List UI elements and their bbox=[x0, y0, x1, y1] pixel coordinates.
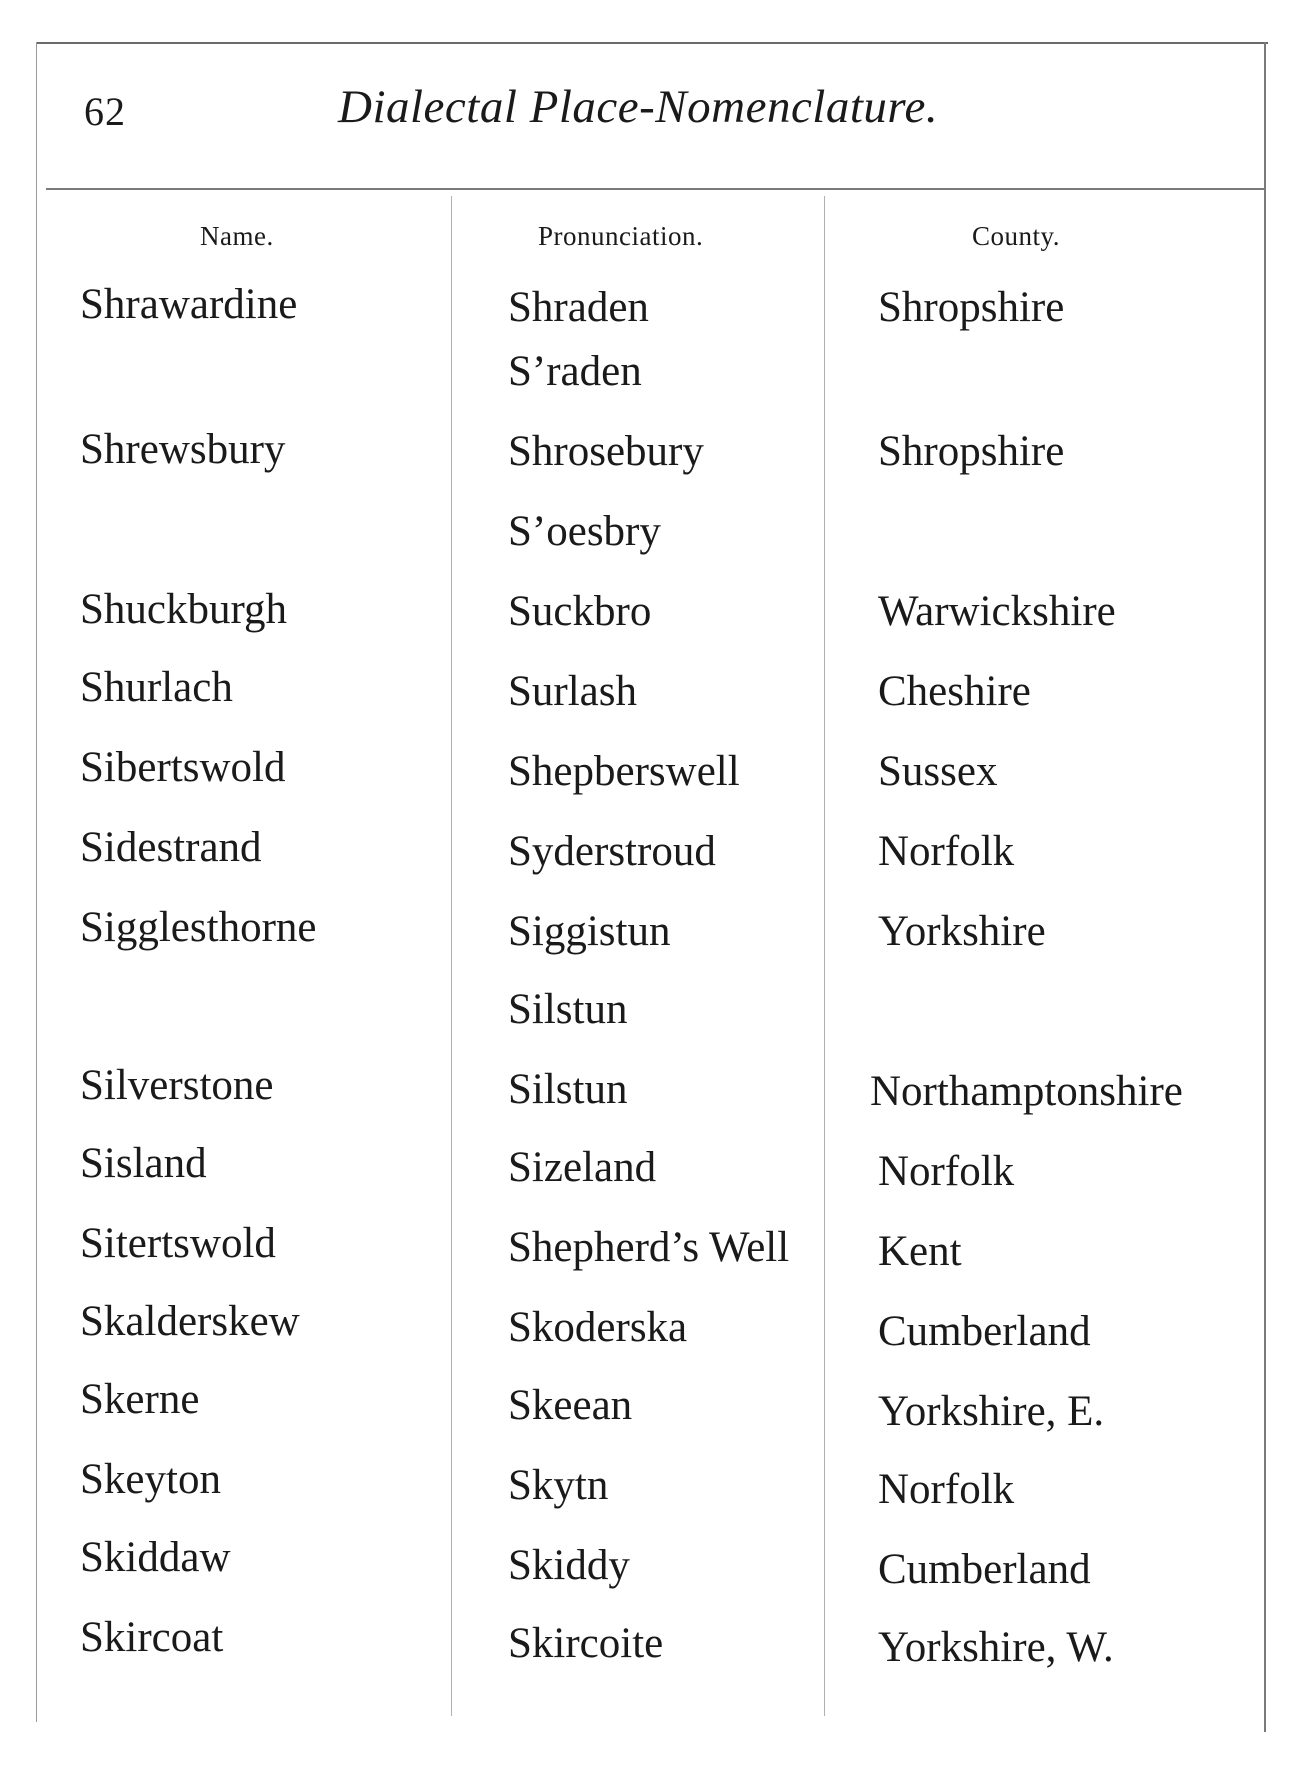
county: Yorkshire, W. bbox=[878, 1624, 1114, 1671]
pronunciation: Sizeland bbox=[508, 1144, 657, 1191]
county: Norfolk bbox=[878, 1466, 1015, 1513]
pronunciation: Skeean bbox=[508, 1382, 633, 1429]
column-header-pronunciation: Pronunciation. bbox=[538, 221, 704, 251]
column-header-name: Name. bbox=[200, 221, 274, 251]
column-header-county: County. bbox=[972, 221, 1061, 251]
place-name: Sitertswold bbox=[80, 1220, 276, 1267]
column-divider bbox=[824, 196, 825, 1716]
county: Yorkshire, E. bbox=[878, 1388, 1105, 1435]
place-name: Sidestrand bbox=[80, 824, 262, 871]
pronunciation: Skircoite bbox=[508, 1620, 664, 1667]
place-name: Sigglesthorne bbox=[80, 904, 317, 951]
county: Cheshire bbox=[878, 668, 1031, 715]
place-name: Skalderskew bbox=[80, 1298, 300, 1345]
county: Norfolk bbox=[878, 1148, 1015, 1195]
place-name: Shuckburgh bbox=[80, 586, 288, 633]
pronunciation: Silstun bbox=[508, 986, 628, 1033]
pronunciation: S’oesbry bbox=[508, 508, 661, 555]
place-name: Shrawardine bbox=[80, 281, 298, 328]
pronunciation: Syderstroud bbox=[508, 828, 716, 875]
pronunciation: S’raden bbox=[508, 348, 642, 395]
place-name: Skerne bbox=[80, 1376, 200, 1423]
place-name: Skeyton bbox=[80, 1456, 221, 1503]
place-name: Skircoat bbox=[80, 1614, 224, 1661]
pronunciation: Skiddy bbox=[508, 1542, 630, 1589]
pronunciation: Shepberswell bbox=[508, 748, 740, 795]
pronunciation: Shraden bbox=[508, 284, 649, 331]
frame-top-rule bbox=[36, 42, 1268, 44]
place-name: Silverstone bbox=[80, 1062, 274, 1109]
place-name: Shrewsbury bbox=[80, 426, 286, 473]
running-title: Dialectal Place-Nomenclature. bbox=[338, 81, 939, 133]
header-rule bbox=[46, 188, 1264, 190]
place-name: Sisland bbox=[80, 1140, 207, 1187]
pronunciation: Suckbro bbox=[508, 588, 652, 635]
page-number: 62 bbox=[84, 89, 126, 134]
place-name: Sibertswold bbox=[80, 744, 286, 791]
county: Shropshire bbox=[878, 428, 1065, 475]
place-name: Shurlach bbox=[80, 664, 233, 711]
place-name: Skiddaw bbox=[80, 1534, 231, 1581]
county: Cumberland bbox=[878, 1546, 1091, 1593]
pronunciation: Shepherd’s Well bbox=[508, 1224, 790, 1271]
county: Yorkshire bbox=[878, 908, 1046, 955]
column-divider bbox=[451, 196, 452, 1716]
pronunciation: Siggistun bbox=[508, 908, 671, 955]
pronunciation: Skoderska bbox=[508, 1304, 688, 1351]
county: Kent bbox=[878, 1228, 962, 1275]
pronunciation: Shrosebury bbox=[508, 428, 704, 475]
county: Warwickshire bbox=[878, 588, 1116, 635]
pronunciation: Silstun bbox=[508, 1066, 628, 1113]
frame-left-rule bbox=[36, 42, 37, 1722]
county: Northamptonshire bbox=[870, 1068, 1183, 1115]
county: Norfolk bbox=[878, 828, 1015, 875]
pronunciation: Surlash bbox=[508, 668, 637, 715]
frame-right-rule bbox=[1264, 42, 1266, 1732]
county: Sussex bbox=[878, 748, 998, 795]
pronunciation: Skytn bbox=[508, 1462, 609, 1509]
county: Cumberland bbox=[878, 1308, 1091, 1355]
county: Shropshire bbox=[878, 284, 1065, 331]
